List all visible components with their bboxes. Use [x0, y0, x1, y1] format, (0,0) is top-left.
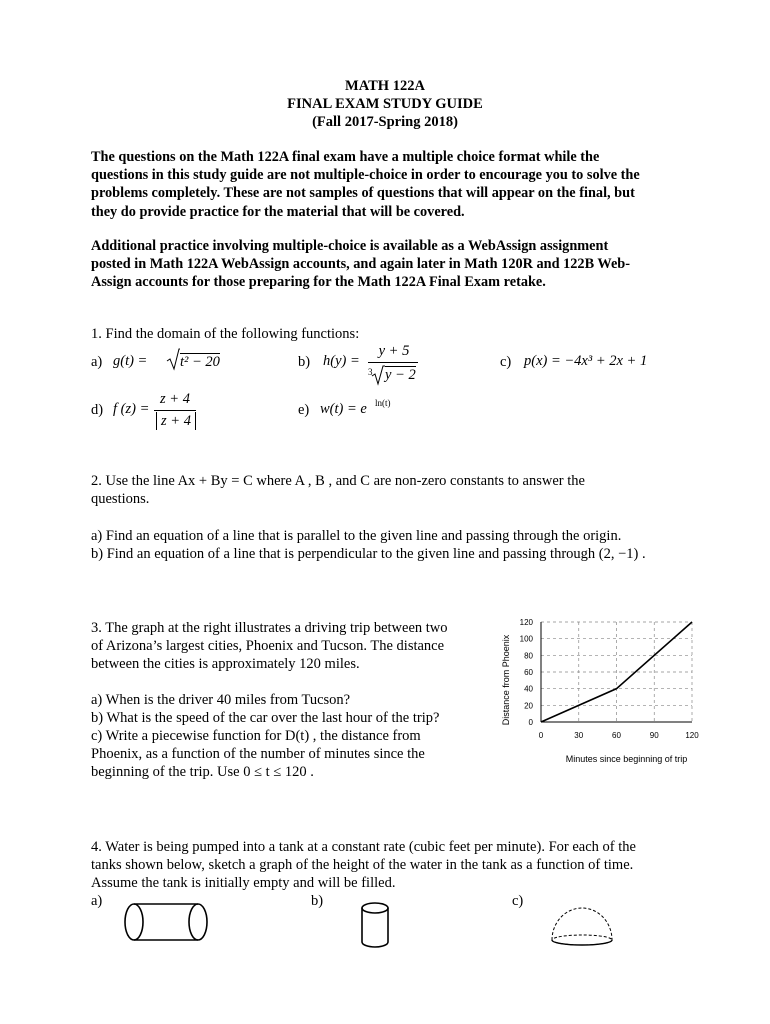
q4b-label: b)	[311, 893, 324, 909]
q4-line: 4. Water is being pumped into a tank at a constant rate (cubic feet per minute). For each of the	[91, 839, 636, 855]
q1e-exponent: ln(t)	[375, 398, 391, 408]
q4-line: tanks shown below, sketch a graph of the height of the water in the tank as a function of time.	[91, 857, 634, 873]
q1e-label: e)	[298, 402, 310, 418]
q1b-label: b)	[298, 354, 311, 370]
y-tick-label: 120	[519, 618, 533, 627]
intro-line: Additional practice involving multiple-choice is available as a WebAssign assignment	[91, 238, 609, 254]
chart-x-label: Minutes since beginning of trip	[565, 754, 688, 764]
intro-line: questions in this study guide are not multiple-choice in order to encourage you to solve the	[91, 167, 640, 184]
y-tick-label: 60	[524, 668, 533, 677]
hemisphere-tank-icon	[548, 900, 618, 948]
q3-part-b: b) What is the speed of the car over the last hour of the trip?	[91, 710, 440, 726]
radical-sign-icon	[371, 364, 385, 386]
q4-prompt	[91, 838, 731, 892]
q3-part-c-cont: beginning of the trip. Use 0 ≤ t ≤ 120 .	[91, 764, 314, 780]
q3-prompt	[91, 619, 481, 673]
q1b-denominator: y − 2	[385, 367, 416, 383]
x-tick-label: 60	[612, 731, 621, 740]
intro-line: they do provide practice for the material that will be covered.	[91, 203, 465, 220]
intro-line: problems completely. These are not samples of questions that will appear on the final, but	[91, 185, 635, 202]
q3-part-a: a) When is the driver 40 miles from Tucson?	[91, 692, 351, 708]
q4c-label: c)	[512, 893, 524, 909]
radical-sign-icon	[166, 347, 180, 371]
y-tick-label: 20	[524, 701, 533, 711]
intro-line: The questions on the Math 122A final exam have a multiple choice format while the	[91, 149, 600, 165]
q1d-denominator: z + 4	[156, 412, 196, 430]
q1b-root-index: 3	[368, 367, 373, 377]
vertical-cylinder-tank-icon	[356, 900, 396, 952]
q1b-numerator: y + 5	[378, 343, 410, 359]
q4-line: Assume the tank is initially empty and will be filled.	[91, 875, 396, 891]
x-tick-label: 0	[538, 731, 544, 740]
chart-grid	[541, 622, 692, 722]
q1d-lhs: f (z) =	[113, 401, 150, 417]
q4a-label: a)	[91, 893, 103, 909]
intro-paragraph-1	[91, 148, 691, 221]
q2-part-a: a) Find an equation of a line that is parallel to the given line and passing through the origin.	[91, 528, 622, 544]
q3-part-c: c) Write a piecewise function for D(t) , the distance from	[91, 728, 421, 744]
y-tick-label: 40	[524, 684, 533, 694]
y-tick-label: 0	[528, 718, 533, 727]
course-title: MATH 122A	[345, 78, 425, 94]
q1d-numerator: z + 4	[160, 391, 190, 407]
x-tick-label: 90	[649, 731, 659, 740]
q3-line: 3. The graph at the right illustrates a driving trip between two	[91, 620, 448, 636]
q2-part-b: b) Find an equation of a line that is perpendicular to the given line and passing through (2, −1) .	[91, 546, 646, 562]
q2-prompt-line-1: 2. Use the line Ax + By = C where A , B , and C are non-zero constants to answer the	[91, 473, 585, 489]
horizontal-cylinder-tank-icon	[122, 900, 212, 944]
intro-paragraph-2	[91, 237, 691, 292]
q1c-label: c)	[500, 354, 512, 370]
x-tick-label: 30	[574, 731, 584, 740]
term-label: (Fall 2017-Spring 2018)	[312, 114, 458, 130]
q1a-radicand: t² − 20	[180, 354, 220, 370]
q1a-label: a)	[91, 354, 103, 370]
q3-parts	[91, 691, 481, 781]
chart-y-label: Distance from Phoenix	[501, 634, 511, 726]
q1c-expression: p(x) = −4x³ + 2x + 1	[524, 353, 648, 369]
y-tick-label: 80	[524, 651, 533, 661]
intro-line: Assign accounts for those preparing for the Math 122A Final Exam retake.	[91, 274, 546, 291]
q3-part-c-cont: Phoenix, as a function of the number of minutes since the	[91, 746, 425, 762]
q3-line: between the cities is approximately 120 miles.	[91, 656, 360, 672]
q1a-lhs: g(t) =	[113, 353, 148, 369]
document-title: FINAL EXAM STUDY GUIDE	[287, 96, 483, 112]
q1-prompt: 1. Find the domain of the following functions:	[91, 326, 360, 342]
q1d-fraction-bar	[154, 410, 196, 411]
q1e-lhs: w(t) = e	[320, 401, 367, 417]
intro-line: posted in Math 122A WebAssign accounts, and again later in Math 120R and 122B Web-	[91, 256, 631, 273]
q1b-fraction-bar	[368, 362, 418, 363]
q2-prompt-line-2: questions.	[91, 491, 150, 507]
x-tick-label: 120	[685, 731, 699, 740]
q1d-label: d)	[91, 402, 104, 418]
y-tick-label: 100	[519, 634, 533, 644]
distance-time-chart	[490, 612, 720, 772]
q3-line: of Arizona’s largest cities, Phoenix and Tucson. The distance	[91, 638, 445, 654]
q1b-lhs: h(y) =	[323, 353, 360, 369]
